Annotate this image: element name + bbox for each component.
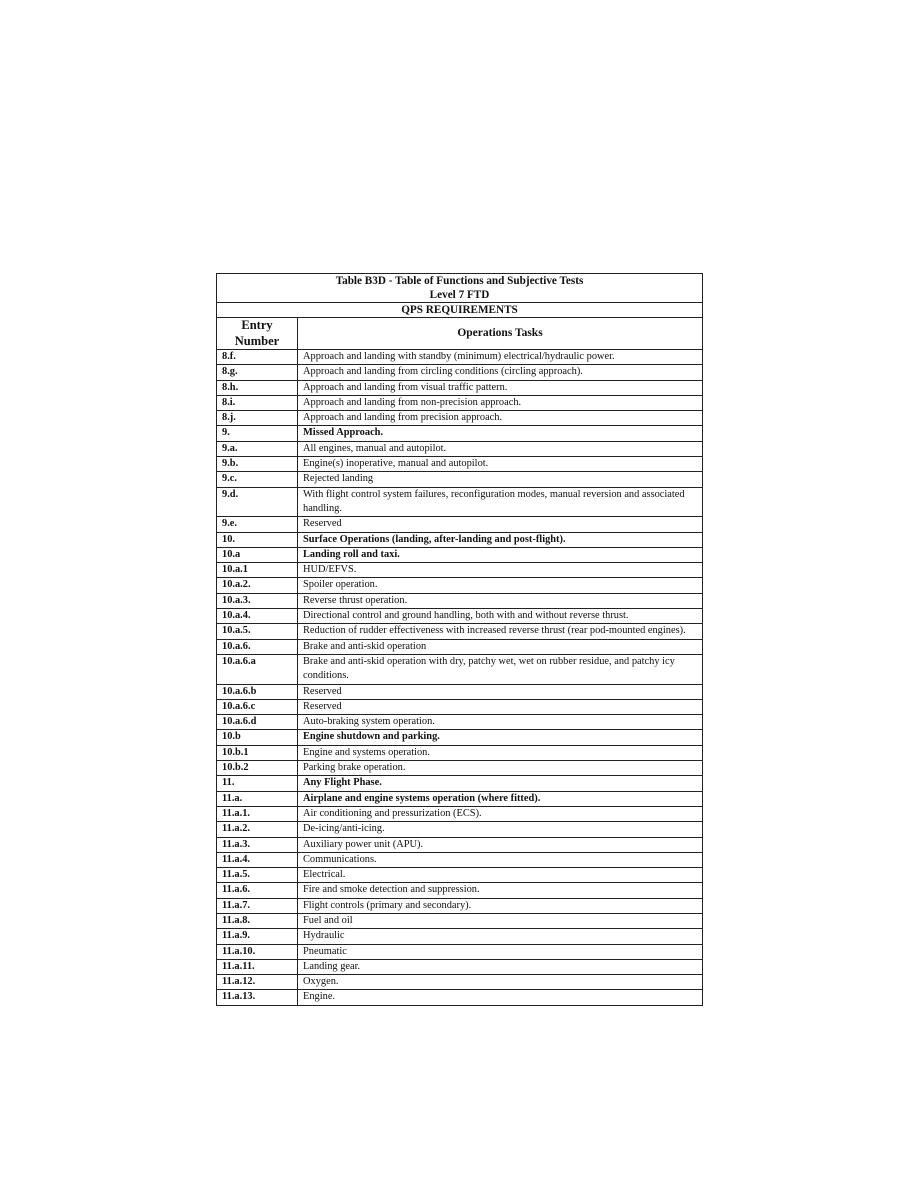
entry-number: 11.a.11. — [217, 959, 298, 974]
entry-number: 11.a.8. — [217, 913, 298, 928]
operations-task: Reverse thrust operation. — [298, 593, 703, 608]
entry-number: 10.a.6.d — [217, 715, 298, 730]
operations-task: Auto-braking system operation. — [298, 715, 703, 730]
operations-task: Surface Operations (landing, after-landing and post-flight). — [298, 532, 703, 547]
table-row — [217, 487, 703, 517]
operations-task: Airplane and engine systems operation (where fitted). — [298, 791, 703, 806]
operations-task: Parking brake operation. — [298, 761, 703, 776]
operations-task: Brake and anti-skid operation with dry, patchy wet, wet on rubber residue, and patchy icy conditions. — [298, 654, 703, 684]
table-row — [217, 776, 703, 791]
entry-number: 10.a.1 — [217, 563, 298, 578]
table-row — [217, 715, 703, 730]
table-body — [217, 350, 703, 1006]
entry-number: 11.a.7. — [217, 898, 298, 913]
operations-task: Pneumatic — [298, 944, 703, 959]
operations-task: Directional control and ground handling, both with and without reverse thrust. — [298, 609, 703, 624]
column-header-operations-tasks: Operations Tasks — [298, 318, 703, 350]
entry-number: 8.j. — [217, 411, 298, 426]
entry-number: 9.c. — [217, 472, 298, 487]
entry-number: 11.a.13. — [217, 990, 298, 1005]
column-header-entry-number — [217, 318, 298, 350]
entry-number: 10.b.1 — [217, 745, 298, 760]
operations-task: Engine. — [298, 990, 703, 1005]
operations-task: Approach and landing from non-precision approach. — [298, 395, 703, 410]
section-header: QPS REQUIREMENTS — [217, 303, 703, 318]
table-row — [217, 563, 703, 578]
operations-task: Approach and landing from precision approach. — [298, 411, 703, 426]
operations-task: Engine(s) inoperative, manual and autopilot. — [298, 457, 703, 472]
entry-number: 9.e. — [217, 517, 298, 532]
operations-task: Landing roll and taxi. — [298, 547, 703, 562]
table-row — [217, 654, 703, 684]
table-row — [217, 990, 703, 1005]
table-row — [217, 426, 703, 441]
operations-task: All engines, manual and autopilot. — [298, 441, 703, 456]
entry-number: 11.a.5. — [217, 868, 298, 883]
operations-task: Air conditioning and pressurization (ECS). — [298, 806, 703, 821]
column-header-row — [217, 318, 703, 350]
operations-task: Reserved — [298, 684, 703, 699]
entry-number: 11.a. — [217, 791, 298, 806]
table-row — [217, 684, 703, 699]
operations-task: Rejected landing — [298, 472, 703, 487]
section-header-row — [217, 303, 703, 318]
table-row — [217, 517, 703, 532]
table-row — [217, 547, 703, 562]
entry-number: 11.a.6. — [217, 883, 298, 898]
table-row — [217, 699, 703, 714]
operations-task: Brake and anti-skid operation — [298, 639, 703, 654]
table-row — [217, 624, 703, 639]
table-row — [217, 975, 703, 990]
entry-number: 11.a.10. — [217, 944, 298, 959]
table-row — [217, 730, 703, 745]
table-title-row — [217, 274, 703, 303]
table-row — [217, 959, 703, 974]
entry-number: 10.a.4. — [217, 609, 298, 624]
operations-task: De-icing/anti-icing. — [298, 822, 703, 837]
table-row — [217, 852, 703, 867]
operations-task: Hydraulic — [298, 929, 703, 944]
entry-number: 10.a.6.a — [217, 654, 298, 684]
table-title — [217, 274, 703, 303]
operations-task: Reserved — [298, 699, 703, 714]
operations-task: Reserved — [298, 517, 703, 532]
table-row — [217, 395, 703, 410]
entry-number: 11.a.12. — [217, 975, 298, 990]
operations-task: Oxygen. — [298, 975, 703, 990]
table-row — [217, 457, 703, 472]
operations-task: With flight control system failures, reconfiguration modes, manual reversion and associated handling. — [298, 487, 703, 517]
entry-number: 10.b.2 — [217, 761, 298, 776]
table-row — [217, 806, 703, 821]
table-title-line2: Level 7 FTD — [429, 289, 490, 301]
table-row — [217, 472, 703, 487]
table-row — [217, 791, 703, 806]
entry-number: 8.i. — [217, 395, 298, 410]
entry-number: 9.b. — [217, 457, 298, 472]
table-row — [217, 761, 703, 776]
operations-task: Approach and landing from circling conditions (circling approach). — [298, 365, 703, 380]
table-row — [217, 898, 703, 913]
table-row — [217, 944, 703, 959]
functions-table — [216, 273, 703, 1006]
entry-number: 10.a.6. — [217, 639, 298, 654]
entry-number: 9.a. — [217, 441, 298, 456]
entry-number: 11.a.4. — [217, 852, 298, 867]
table-row — [217, 745, 703, 760]
operations-task: Landing gear. — [298, 959, 703, 974]
table-row — [217, 609, 703, 624]
entry-number: 11.a.3. — [217, 837, 298, 852]
table-row — [217, 883, 703, 898]
table-title-line1: Table B3D - Table of Functions and Subjective Tests — [335, 275, 584, 287]
entry-number: 10.a.5. — [217, 624, 298, 639]
table-row — [217, 639, 703, 654]
table-row — [217, 593, 703, 608]
entry-number: 9. — [217, 426, 298, 441]
entry-number: 10.a.3. — [217, 593, 298, 608]
operations-task: Engine shutdown and parking. — [298, 730, 703, 745]
operations-task: Fuel and oil — [298, 913, 703, 928]
table-row — [217, 380, 703, 395]
operations-task: Any Flight Phase. — [298, 776, 703, 791]
table-row — [217, 929, 703, 944]
operations-task: Fire and smoke detection and suppression. — [298, 883, 703, 898]
entry-number: 8.g. — [217, 365, 298, 380]
entry-number: 8.f. — [217, 350, 298, 365]
table-row — [217, 822, 703, 837]
operations-task: Flight controls (primary and secondary). — [298, 898, 703, 913]
operations-task: Missed Approach. — [298, 426, 703, 441]
entry-number: 10.a — [217, 547, 298, 562]
entry-number: 11.a.9. — [217, 929, 298, 944]
entry-number: 8.h. — [217, 380, 298, 395]
entry-number: 11.a.2. — [217, 822, 298, 837]
entry-number: 11. — [217, 776, 298, 791]
entry-number: 10.b — [217, 730, 298, 745]
column-header-entry-line2: Number — [234, 333, 280, 348]
operations-task: Communications. — [298, 852, 703, 867]
table-row — [217, 532, 703, 547]
operations-task: Electrical. — [298, 868, 703, 883]
entry-number: 10.a.2. — [217, 578, 298, 593]
operations-task: Engine and systems operation. — [298, 745, 703, 760]
table-row — [217, 578, 703, 593]
operations-task: Spoiler operation. — [298, 578, 703, 593]
entry-number: 11.a.1. — [217, 806, 298, 821]
operations-task: Auxiliary power unit (APU). — [298, 837, 703, 852]
table-row — [217, 868, 703, 883]
entry-number: 9.d. — [217, 487, 298, 517]
operations-task: HUD/EFVS. — [298, 563, 703, 578]
entry-number: 10. — [217, 532, 298, 547]
entry-number: 10.a.6.c — [217, 699, 298, 714]
table-row — [217, 441, 703, 456]
table-row — [217, 837, 703, 852]
operations-task: Approach and landing with standby (minimum) electrical/hydraulic power. — [298, 350, 703, 365]
entry-number: 10.a.6.b — [217, 684, 298, 699]
table-row — [217, 350, 703, 365]
table-row — [217, 365, 703, 380]
column-header-entry-line1: Entry — [241, 318, 273, 332]
operations-task: Reduction of rudder effectiveness with increased reverse thrust (rear pod-mounted engines). — [298, 624, 703, 639]
operations-task: Approach and landing from visual traffic pattern. — [298, 380, 703, 395]
table-row — [217, 411, 703, 426]
table-row — [217, 913, 703, 928]
